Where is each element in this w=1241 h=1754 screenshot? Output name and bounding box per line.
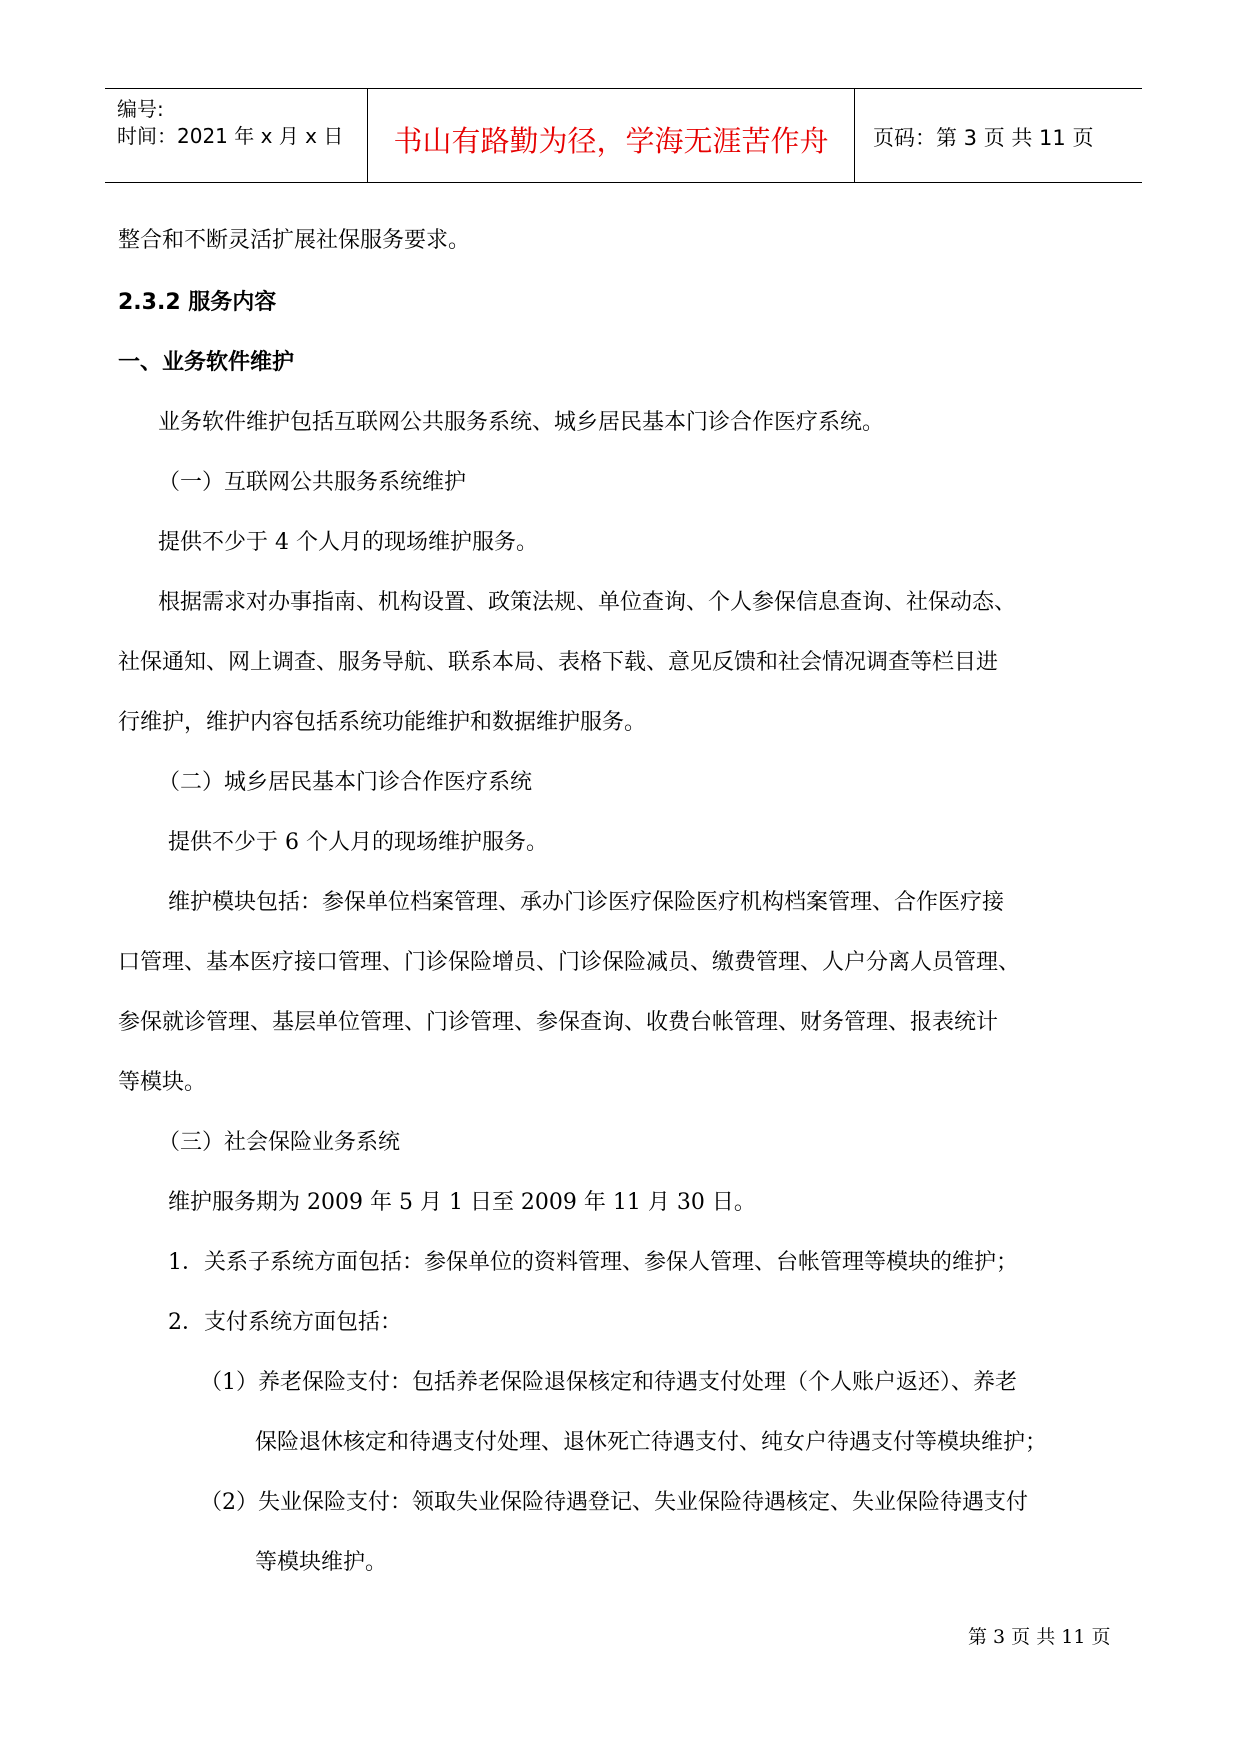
document-time-label: 时间：2021 年 x 月 x 日 xyxy=(117,124,344,148)
paragraph-line: 业务软件维护包括互联网公共服务系统、城乡居民基本门诊合作医疗系统。 xyxy=(158,410,885,435)
paragraph-line: 行维护，维护内容包括系统功能维护和数据维护服务。 xyxy=(118,710,647,735)
item-heading: （二）城乡居民基本门诊合作医疗系统 xyxy=(158,770,533,795)
list-subitem-continuation: 等模块维护。 xyxy=(255,1550,388,1575)
subsection-heading: 一、业务软件维护 xyxy=(118,350,295,375)
paragraph-line: 整合和不断灵活扩展社保服务要求。 xyxy=(118,228,471,253)
header-page-cell xyxy=(855,89,1142,182)
list-subitem: （2）失业保险支付：领取失业保险待遇登记、失业保险待遇核定、失业保险待遇支付 xyxy=(200,1490,1028,1515)
page-header xyxy=(105,88,1142,183)
section-heading: 2.3.2 服务内容 xyxy=(118,290,277,315)
list-item: 2．支付系统方面包括： xyxy=(168,1310,402,1335)
paragraph-line: 维护模块包括：参保单位档案管理、承办门诊医疗保险医疗机构档案管理、合作医疗接 xyxy=(168,890,1005,915)
item-heading: （三）社会保险业务系统 xyxy=(158,1130,401,1155)
paragraph-line: 参保就诊管理、基层单位管理、门诊管理、参保查询、收费台帐管理、财务管理、报表统计 xyxy=(118,1010,999,1035)
paragraph-line: 提供不少于 4 个人月的现场维护服务。 xyxy=(158,530,538,555)
paragraph-line: 根据需求对办事指南、机构设置、政策法规、单位查询、个人参保信息查询、社保动态、 xyxy=(158,590,1017,615)
paragraph-line: 等模块。 xyxy=(118,1070,207,1095)
header-motto-cell xyxy=(367,89,855,182)
paragraph-line: 社保通知、网上调查、服务导航、联系本局、表格下载、意见反馈和社会情况调查等栏目进 xyxy=(118,650,999,675)
document-number-label: 编号: xyxy=(117,97,164,121)
paragraph-line: 提供不少于 6 个人月的现场维护服务。 xyxy=(168,830,548,855)
list-subitem: （1）养老保险支付：包括养老保险退保核定和待遇支付处理（个人账户返还）、养老 xyxy=(200,1370,1017,1395)
item-heading: （一）互联网公共服务系统维护 xyxy=(158,470,467,495)
page-footer: 第 3 页 共 11 页 xyxy=(968,1626,1111,1648)
list-subitem-continuation: 保险退休核定和待遇支付处理、退休死亡待遇支付、纯女户待遇支付等模块维护； xyxy=(255,1430,1048,1455)
paragraph-line: 口管理、基本医疗接口管理、门诊保险增员、门诊保险减员、缴费管理、人户分离人员管理、 xyxy=(118,950,1021,975)
paragraph-line: 维护服务期为 2009 年 5 月 1 日至 2009 年 11 月 30 日。 xyxy=(168,1190,756,1215)
header-page-info: 页码：第 3 页 共 11 页 xyxy=(873,126,1094,150)
list-item: 1．关系子系统方面包括：参保单位的资料管理、参保人管理、台帐管理等模块的维护； xyxy=(168,1250,1018,1275)
header-motto: 书山有路勤为径，学海无涯苦作舟 xyxy=(393,124,829,158)
header-left-cell xyxy=(105,89,367,182)
